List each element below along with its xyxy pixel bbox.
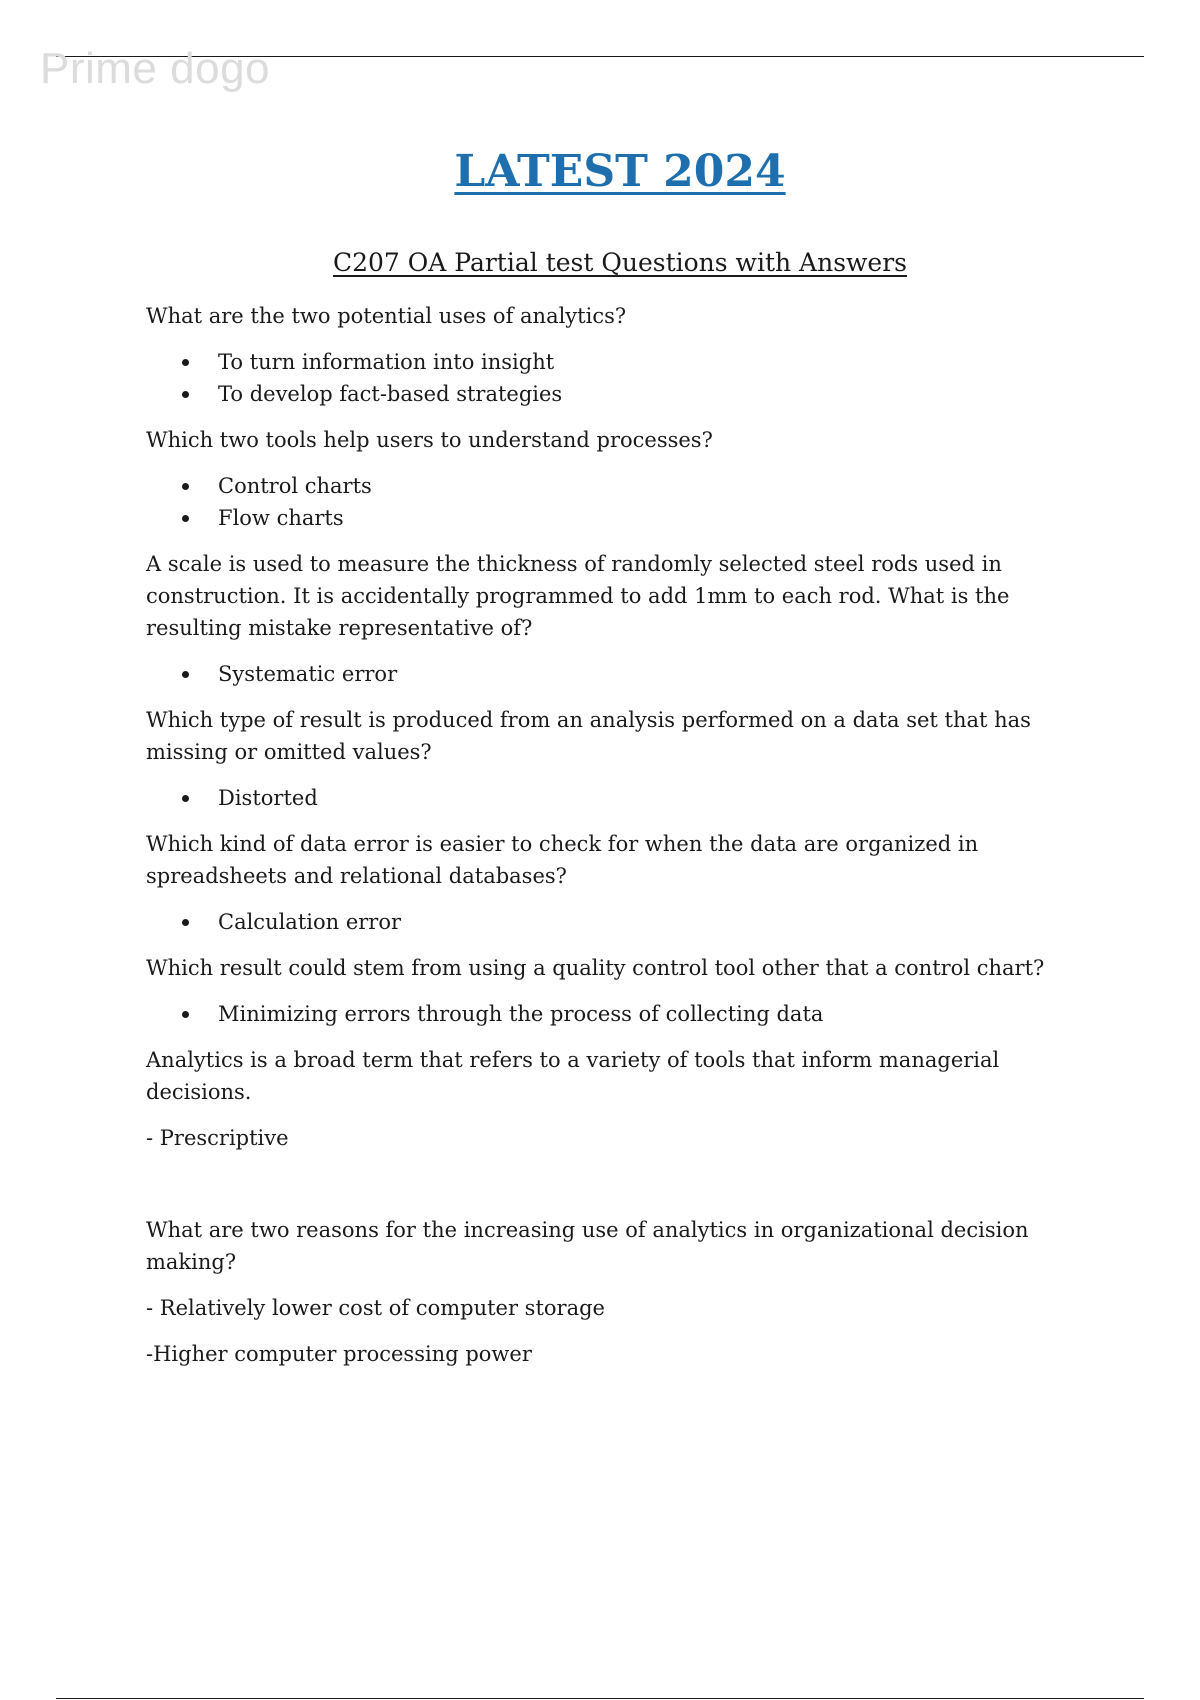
page-subtitle: C207 OA Partial test Questions with Answers [332, 248, 908, 277]
question-4: Which type of result is produced from an analysis performed on a data set that has missing or omitted values? [146, 708, 1031, 764]
answer-bullet [146, 346, 1076, 378]
answer-bullet [146, 906, 1076, 938]
bullet-icon [182, 359, 189, 366]
answer-list-6 [146, 998, 1076, 1030]
question-2: Which two tools help users to understand processes? [146, 428, 713, 452]
answer-bullet [146, 998, 1076, 1030]
answer-list-2 [146, 470, 1076, 534]
bullet-icon [182, 1011, 189, 1018]
answer-bullet [146, 502, 1076, 534]
answer-text: To turn information into insight [218, 350, 555, 374]
bullet-icon [182, 795, 189, 802]
answer-text: Distorted [218, 786, 318, 810]
answer-bullet [146, 378, 1076, 410]
answer-text: Minimizing errors through the process of collecting data [218, 1002, 824, 1026]
answer-list-4 [146, 782, 1076, 814]
spacer [146, 1168, 1076, 1214]
bullet-icon [182, 671, 189, 678]
bullet-icon [182, 391, 189, 398]
watermark: Prime dogo [40, 44, 271, 93]
answer-text: Control charts [218, 474, 372, 498]
question-6: Which result could stem from using a quality control tool other that a control chart? [146, 956, 1045, 980]
bullet-icon [182, 515, 189, 522]
answer-bullet [146, 658, 1076, 690]
bullet-icon [182, 919, 189, 926]
document-body [146, 300, 1076, 1384]
answer-text: Flow charts [218, 506, 344, 530]
answer-text: To develop fact-based strategies [218, 382, 563, 406]
answer-list-1 [146, 346, 1076, 410]
question-1: What are the two potential uses of analytics? [146, 304, 627, 328]
answer-list-5 [146, 906, 1076, 938]
question-8: What are two reasons for the increasing use of analytics in organizational decision making? [146, 1218, 1029, 1274]
answer-bullet [146, 470, 1076, 502]
question-5: Which kind of data error is easier to check for when the data are organized in spreadsheets and relational databases? [146, 832, 979, 888]
question-3: A scale is used to measure the thickness of randomly selected steel rods used in construction. It is accidentally programmed to add 1mm to each rod. What is the resulting mistake representative of? [146, 552, 1010, 640]
answer-line: -Higher computer processing power [146, 1342, 532, 1366]
answer-list-3 [146, 658, 1076, 690]
answer-line: - Relatively lower cost of computer storage [146, 1296, 605, 1320]
answer-text: Systematic error [218, 662, 398, 686]
page-title: LATEST 2024 [454, 146, 786, 197]
answer-bullet [146, 782, 1076, 814]
bottom-rule [56, 1698, 1144, 1699]
answer-text: Calculation error [218, 910, 402, 934]
question-7: Analytics is a broad term that refers to a variety of tools that inform managerial decisions. [146, 1048, 1000, 1104]
answer-line: - Prescriptive [146, 1126, 289, 1150]
bullet-icon [182, 483, 189, 490]
